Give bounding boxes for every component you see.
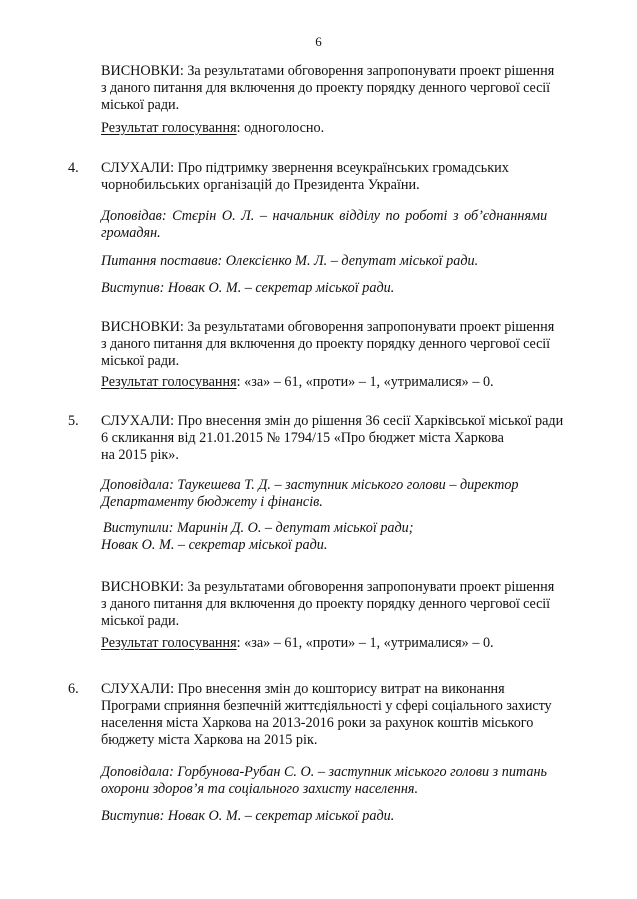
heard-word: 6 [101, 430, 109, 446]
item-4-conclusion [101, 319, 598, 370]
heard-text: на 2015 рік». [101, 447, 179, 463]
heard-word: на [424, 681, 438, 697]
heard-word: скликання [111, 430, 175, 446]
item-number: 4. [68, 160, 79, 176]
item-5-vote-result [101, 635, 598, 652]
heard-word: № 1794/15 [266, 430, 331, 446]
speaker-word: – [449, 477, 457, 493]
page-number: 6 [315, 34, 322, 49]
heard-line-1 [101, 681, 598, 698]
heard-word: звернення [271, 160, 333, 176]
item-6-speaker [101, 764, 598, 798]
item-5-speaker [101, 477, 598, 511]
conclusion-text: міської ради. [101, 97, 180, 113]
heard-text: населення міста Харкова на 2013-2016 роки за рахунок коштів міського [101, 715, 534, 731]
top-conclusion [101, 63, 598, 114]
item-4-speaker [101, 208, 598, 242]
vote-label: Результат голосування [101, 635, 237, 651]
speaker-word: директор [459, 477, 519, 493]
heard-text: бюджету міста Харкова на 2015 рік. [101, 732, 318, 748]
conclusion-text: За результатами обговорення запропонувати проект рішення [187, 579, 555, 595]
conclusion-text: з даного питання для включення до проекту порядку денного чергової сесії [101, 80, 550, 96]
heard-word: громадських [432, 160, 509, 176]
conclusion-text: з даного питання для включення до проекту порядку денного чергової сесії [101, 336, 550, 352]
heard-word: всеукраїнських [336, 160, 429, 176]
heard-word: 21.01.2015 [199, 430, 263, 446]
conclusion-line-1 [101, 319, 598, 336]
heard-label: СЛУХАЛИ: [101, 160, 175, 176]
top-vote-result [101, 120, 598, 137]
speaker-line-1 [101, 477, 598, 494]
top-conclusion-line-1 [101, 63, 598, 80]
speaker-text: громадян. [101, 225, 161, 241]
conclusion-text: міської ради. [101, 613, 180, 629]
heard-word: кошторису [311, 681, 378, 697]
speaker-word: міського [351, 477, 404, 493]
conclusion-label: ВИСНОВКИ: [101, 63, 184, 79]
heard-line-2 [101, 430, 598, 447]
heard-word: від [177, 430, 196, 446]
item-number: 6. [68, 681, 79, 697]
speaker-word: заступник [285, 477, 349, 493]
spoke-text: Новак О. М. – секретар міської ради. [101, 537, 328, 553]
conclusion-text: міської ради. [101, 353, 180, 369]
heard-word: бюджет [368, 430, 416, 446]
heard-word: «Про [333, 430, 366, 446]
item-5-conclusion [101, 579, 598, 630]
spoke-text: Виступили: Маринін Д. О. – депутат міської ради; [103, 520, 414, 536]
conclusion-label: ВИСНОВКИ: [101, 579, 184, 595]
heard-word: до [294, 681, 309, 697]
speaker-text: Департаменту бюджету і фінансів. [101, 494, 323, 510]
heard-text: Програми сприяння безпечній життєдіяльності у сфері соціального захисту [101, 698, 552, 714]
conclusion-label: ВИСНОВКИ: [101, 319, 184, 335]
item-4-heard [101, 160, 598, 194]
item-4-spoke: Виступив: Новак О. М. – секретар міської ради. [101, 280, 395, 296]
heard-label: СЛУХАЛИ: [101, 413, 175, 429]
speaker-word: голови [406, 477, 446, 493]
vote-result-text: : «за» – 61, «проти» – 1, «утрималися» – 0. [236, 635, 494, 651]
heard-word: Про [177, 160, 203, 176]
heard-line-1 [101, 160, 598, 177]
conclusion-text: з даного питання для включення до проекту порядку денного чергової сесії [101, 596, 550, 612]
item-5-spoke [103, 520, 600, 554]
item-4-raised-by: Питання поставив: Олексієнко М. Л. – депутат міської ради. [101, 253, 479, 269]
conclusion-text: За результатами обговорення запропонувати проект рішення [187, 319, 555, 335]
item-5-heard [101, 413, 598, 464]
item-4-vote-result [101, 374, 598, 391]
speaker-word: Доповідала: [101, 477, 174, 493]
heard-word: Харкова [454, 430, 504, 446]
vote-label: Результат голосування [101, 374, 237, 390]
heard-word: підтримку [205, 160, 269, 176]
vote-label: Результат голосування [101, 120, 237, 136]
heard-word: внесення [205, 681, 262, 697]
heard-label: СЛУХАЛИ: [101, 681, 175, 697]
speaker-word: – [274, 477, 282, 493]
heard-word: Про [177, 681, 203, 697]
heard-text: Про внесення змін до рішення 36 сесії Харківської міської ради [177, 413, 564, 429]
item-number: 5. [68, 413, 79, 429]
speaker-text: Доповідала: Горбунова-Рубан С. О. – заступник міського голови з питань [101, 764, 547, 780]
speaker-word: Таукешева [177, 477, 241, 493]
heard-line-1 [101, 413, 598, 430]
conclusion-line-1 [101, 579, 598, 596]
heard-text: чорнобильських організацій до Президента України. [101, 177, 420, 193]
conclusion-text: За результатами обговорення запропонувати проект рішення [187, 63, 555, 79]
heard-word: виконання [441, 681, 505, 697]
vote-result-text: : «за» – 61, «проти» – 1, «утрималися» – 0. [236, 374, 494, 390]
speaker-word: Т. Д. [244, 477, 271, 493]
vote-result-text: : одноголосно. [236, 120, 325, 136]
heard-word: змін [264, 681, 291, 697]
speaker-text: Доповідав: Стєрін О. Л. – начальник відділу по роботі з об’єднаннями [101, 208, 548, 224]
item-6-spoke: Виступив: Новак О. М. – секретар міської ради. [101, 808, 395, 824]
item-6-heard [101, 681, 598, 749]
heard-word: міста [418, 430, 451, 446]
speaker-text: охорони здоров’я та соціального захисту населення. [101, 781, 419, 797]
heard-word: витрат [380, 681, 421, 697]
